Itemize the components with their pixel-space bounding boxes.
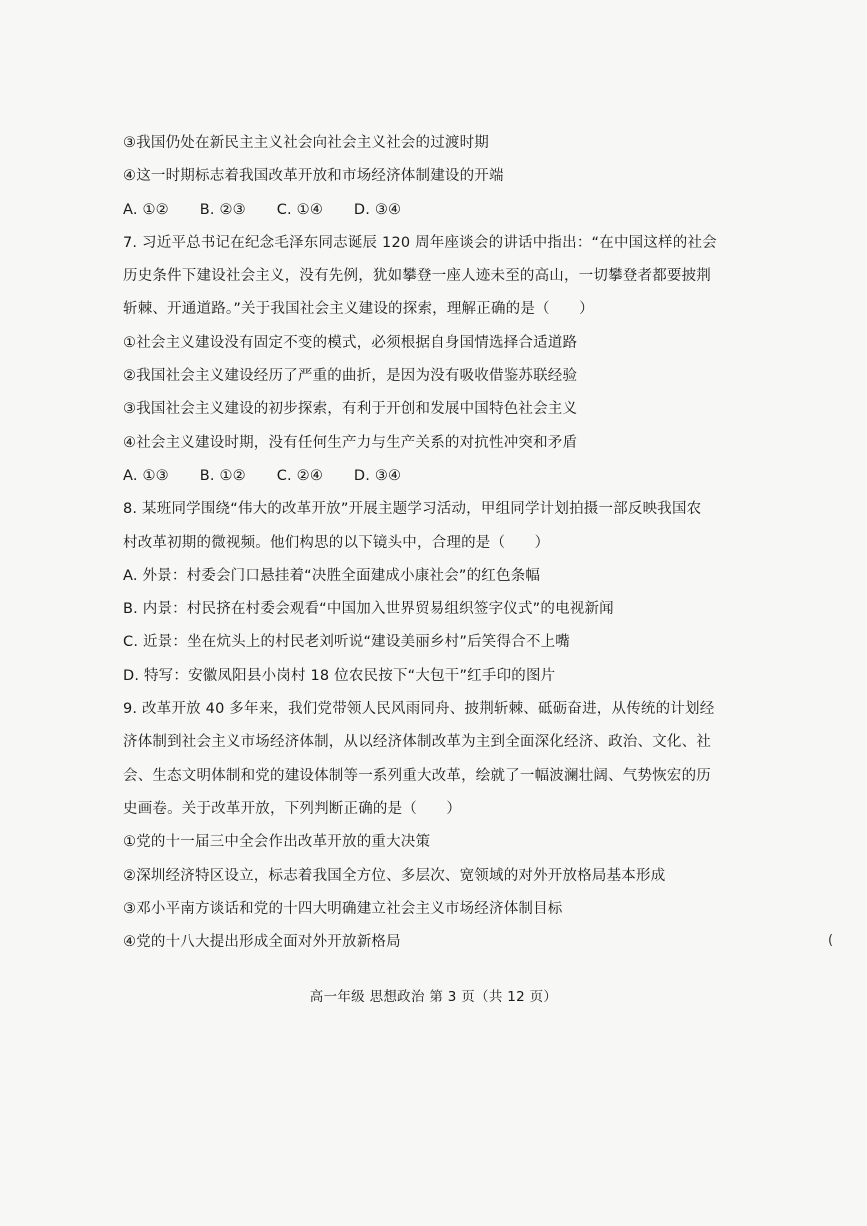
q8-stem-line: 8. 某班同学围绕“伟大的改革开放”开展主题学习活动，甲组同学计划拍摄一部反映我国农 (123, 501, 702, 518)
q7-stem-line: 7. 习近平总书记在纪念毛泽东同志诞辰 120 周年座谈会的讲话中指出：“在中国这样的社会 (123, 234, 717, 251)
q7-option-c: C. ②④ (276, 467, 324, 484)
q8-stem-line: 村改革初期的微视频。他们构思的以下镜头中，合理的是（ ） (123, 534, 550, 551)
question-content (123, 127, 783, 959)
q9-item-3: ③邓小平南方谈话和党的十四大明确建立社会主义市场经济体制目标 (123, 900, 563, 917)
q6-item-4: ④这一时期标志着我国改革开放和市场经济体制建设的开端 (123, 168, 504, 185)
q6-option-d: D. ③④ (353, 201, 402, 218)
q9-item-1: ①党的十一届三中全会作出改革开放的重大决策 (123, 834, 431, 851)
q7-stem-line: 斩棘、开通道路。”关于我国社会主义建设的探索，理解正确的是（ ） (123, 301, 594, 318)
q6-option-b: B. ②③ (199, 201, 246, 218)
q7-option-b: B. ①② (199, 467, 246, 484)
q8-option-c: C. 近景：坐在炕头上的村民老刘听说“建设美丽乡村”后笑得合不上嘴 (123, 634, 570, 651)
q8-option-d: D. 特写：安徽凤阳县小岗村 18 位农民按下“大包干”红手印的图片 (123, 667, 556, 684)
q9-stem-line: 史画卷。关于改革开放，下列判断正确的是（ ） (123, 800, 462, 817)
q7-item-4: ④社会主义建设时期，没有任何生产力与生产关系的对抗性冲突和矛盾 (123, 434, 578, 451)
q7-option-a: A. ①③ (123, 467, 169, 484)
q7-item-2: ②我国社会主义建设经历了严重的曲折，是因为没有吸收借鉴苏联经验 (123, 368, 578, 385)
page-footer: 高一年级 思想政治 第 3 页（共 12 页） (309, 989, 558, 1005)
q9-stem-line: 济体制到社会主义市场经济体制，从以经济体制改革为主到全面深化经济、政治、文化、社 (123, 734, 711, 751)
q6-option-a: A. ①② (123, 201, 169, 218)
edge-mark: ( (828, 933, 834, 948)
q9-stem-line: 9. 改革开放 40 多年来，我们党带领人民风雨同舟、披荆斩棘、砥砺奋进，从传统的计划经 (123, 701, 715, 718)
q9-item-2: ②深圳经济特区设立，标志着我国全方位、多层次、宽领域的对外开放格局基本形成 (123, 867, 666, 884)
q7-options (123, 460, 783, 493)
q6-item-3: ③我国仍处在新民主主义社会向社会主义社会的过渡时期 (123, 135, 489, 151)
q8-option-a: A. 外景：村委会门口悬挂着“决胜全面建成小康社会”的红色条幅 (123, 567, 541, 584)
q7-item-3: ③我国社会主义建设的初步探索，有利于开创和发展中国特色社会主义 (123, 401, 578, 418)
q7-item-1: ①社会主义建设没有固定不变的模式，必须根据自身国情选择合适道路 (123, 334, 578, 351)
q7-stem-line: 历史条件下建设社会主义，没有先例，犹如攀登一座人迹未至的高山，一切攀登者都要披荆 (123, 268, 711, 285)
q6-option-c: C. ①④ (276, 201, 324, 218)
q9-stem-line: 会、生态文明体制和党的建设体制等一系列重大改革，绘就了一幅波澜壮阔、气势恢宏的历 (123, 767, 711, 784)
q7-option-d: D. ③④ (353, 467, 402, 484)
q8-option-b: B. 内景：村民挤在村委会观看“中国加入世界贸易组织签字仪式”的电视新闻 (123, 601, 614, 618)
q6-options (123, 194, 783, 227)
q9-item-4: ④党的十八大提出形成全面对外开放新格局 (123, 934, 401, 951)
